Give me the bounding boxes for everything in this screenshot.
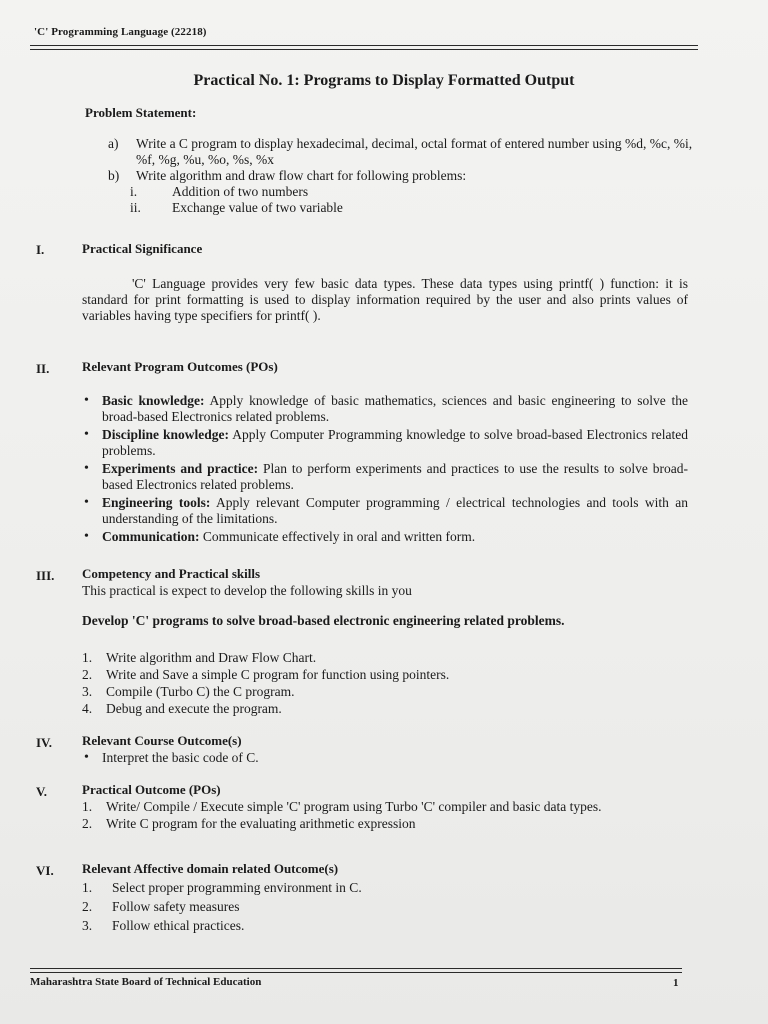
item-number: 1.	[82, 799, 93, 814]
section-heading: Practical Outcome (POs)	[82, 782, 221, 797]
item-number: 2.	[82, 667, 93, 682]
problem-statement-heading: Problem Statement:	[85, 105, 197, 120]
section-intro: This practical is expect to develop the following skills in you	[82, 583, 412, 598]
problem-b-item	[108, 184, 698, 200]
course-outcome-list	[82, 750, 688, 768]
item-text: Compile (Turbo C) the C program.	[106, 684, 295, 699]
section-heading: Relevant Affective domain related Outcome(s)	[82, 861, 339, 876]
list-item	[82, 529, 688, 545]
section-heading: Relevant Program Outcomes (POs)	[82, 359, 278, 374]
problem-b-item-label: i.	[130, 184, 138, 199]
item-number: 4.	[82, 701, 93, 716]
page-number: 1	[673, 977, 679, 989]
section-number: I.	[36, 242, 45, 257]
list-item: • Interpret the basic code of C.	[82, 750, 688, 766]
section-heading: Practical Significance	[82, 241, 203, 256]
section-number: VI.	[36, 863, 54, 878]
section-number: II.	[36, 361, 50, 376]
item-number: 2.	[82, 899, 93, 914]
section-number: V.	[36, 784, 47, 799]
footer-rule-double	[30, 972, 682, 973]
problem-b-item-label: ii.	[130, 200, 141, 215]
section-number: III.	[36, 568, 55, 583]
program-outcomes-list	[82, 393, 688, 547]
section-bold-line: Develop 'C' programs to solve broad-based electronic engineering related problems.	[82, 613, 565, 628]
page-title: Practical No. 1: Programs to Display Formatted Output	[193, 72, 575, 89]
item-number: 3.	[82, 918, 93, 933]
list-item	[82, 798, 692, 815]
header-rule-double	[30, 49, 698, 50]
problem-b-label: b)	[108, 168, 120, 183]
list-item	[82, 815, 692, 832]
section-paragraph	[82, 276, 688, 324]
item-bold: Experiments and practice:	[102, 461, 259, 476]
skills-list	[82, 649, 692, 717]
problem-b-item-text: Exchange value of two variable	[172, 200, 343, 215]
running-header: 'C' Programming Language (22218)	[34, 26, 207, 38]
problem-a-label: a)	[108, 136, 119, 151]
item-number: 3.	[82, 684, 93, 699]
section-heading: Relevant Course Outcome(s)	[82, 733, 242, 748]
list-item	[82, 700, 692, 717]
item-text: Write and Save a simple C program for function using pointers.	[106, 667, 450, 682]
problem-b	[108, 168, 698, 184]
problem-a	[108, 136, 698, 168]
list-item	[82, 427, 688, 459]
section-number: IV.	[36, 735, 53, 750]
list-item	[82, 461, 688, 493]
item-text: Apply Computer Programming knowledge to solve broad-based Electronics related problems.	[102, 427, 689, 458]
item-text: Apply knowledge of basic mathematics, sciences and basic engineering to solve the broad-based Electronics related problems.	[102, 393, 688, 424]
section-heading: Competency and Practical skills	[82, 566, 261, 581]
list-item	[82, 878, 692, 897]
footer-publisher: Maharashtra State Board of Technical Education	[30, 976, 262, 988]
problem-b-text: Write algorithm and draw flow chart for following problems:	[136, 168, 467, 183]
item-text: Follow safety measures	[112, 899, 240, 914]
list-item	[82, 495, 688, 527]
paragraph-text: 'C' Language provides very few basic data types. These data types using printf( ) function: it is standard for print formatting is used to display information required by the user and also prints values of variables having type specifiers for printf( ).	[82, 276, 688, 323]
item-text: Communicate effectively in oral and written form.	[199, 529, 476, 544]
item-bold: Engineering tools:	[102, 495, 211, 510]
item-text: Write/ Compile / Execute simple 'C' program using Turbo 'C' compiler and basic data types.	[106, 799, 602, 814]
item-text: Write C program for the evaluating arithmetic expression	[106, 816, 416, 831]
list-item	[82, 666, 692, 683]
item-text: Plan to perform experiments and practices to use the results to solve broad-based Electronics related problems.	[102, 461, 688, 492]
problem-b-item	[108, 200, 698, 216]
item-text: Follow ethical practices.	[112, 918, 245, 933]
item-bold: Basic knowledge:	[102, 393, 205, 408]
item-text: Select proper programming environment in C.	[112, 880, 362, 895]
item-bold: Communication:	[102, 529, 200, 544]
item-bold: Discipline knowledge:	[102, 427, 230, 442]
affective-outcome-list	[82, 878, 692, 935]
item-number: 1.	[82, 880, 93, 895]
list-item	[82, 649, 692, 666]
list-item	[82, 683, 692, 700]
problem-b-item-text: Addition of two numbers	[172, 184, 309, 199]
item-text: Apply relevant Computer programming / electrical technologies and tools with an understanding of the limitations.	[102, 495, 688, 526]
practical-outcome-list	[82, 798, 692, 832]
list-item	[82, 916, 692, 935]
item-text: Debug and execute the program.	[106, 701, 282, 716]
list-item	[82, 393, 688, 425]
footer-rule	[30, 968, 682, 969]
item-text: Write algorithm and Draw Flow Chart.	[106, 650, 317, 665]
header-rule	[30, 45, 698, 46]
item-number: 1.	[82, 650, 93, 665]
problem-a-text: Write a C program to display hexadecimal, decimal, octal format of entered number using %d, %c, %i, %f, %g, %u, %o, %s, %x	[136, 136, 693, 167]
problem-statement	[108, 136, 698, 216]
item-number: 2.	[82, 816, 93, 831]
list-item	[82, 897, 692, 916]
